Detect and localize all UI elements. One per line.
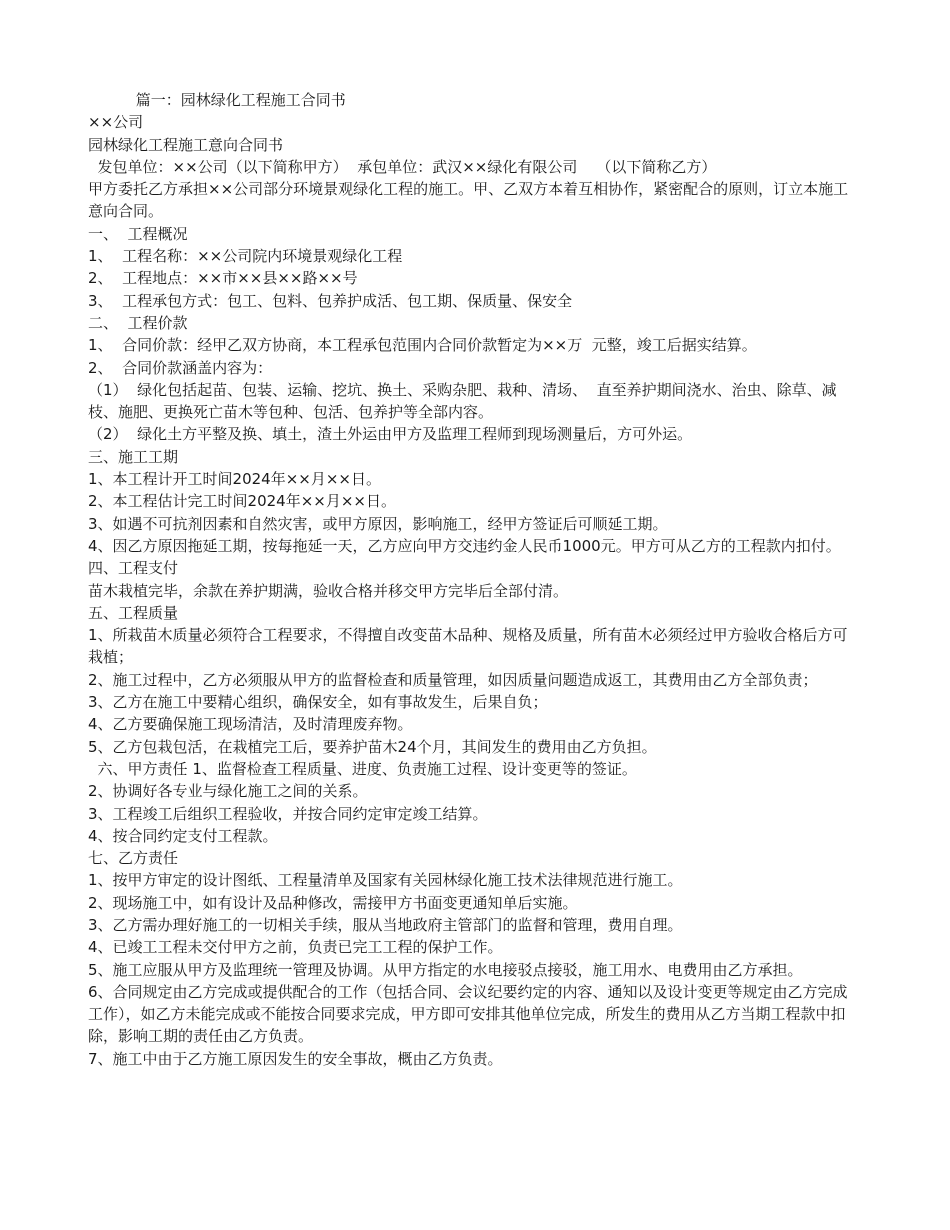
clause-line: 4、因乙方原因拖延工期，按每拖延一天，乙方应向甲方交违约金人民币1000元。甲方可从乙方的工程款内扣付。 xyxy=(88,536,841,555)
preamble-paragraph: 甲方委托乙方承担××公司部分环境景观绿化工程的施工。甲、乙双方本着互相协作，紧密配合的原则，订立本施工意向合同。 xyxy=(88,180,849,221)
company-line: ××公司 xyxy=(88,113,144,132)
clause-line: 2、 合同价款涵盖内容为： xyxy=(88,358,273,377)
clause-line: 7、施工中由于乙方施工原因发生的安全事故，概由乙方负责。 xyxy=(88,1049,503,1068)
clause-line: 5、乙方包栽包活，在栽植完工后，要养护苗木24个月，其间发生的费用由乙方负担。 xyxy=(88,737,657,756)
section-heading: 七、乙方责任 xyxy=(88,849,179,868)
contract-subtitle: 园林绿化工程施工意向合同书 xyxy=(88,135,284,154)
clause-line: 2、本工程估计完工时间2024年××月××日。 xyxy=(88,492,396,511)
clause-line: 3、乙方在施工中要精心组织，确保安全，如有事故发生，后果自负； xyxy=(88,693,548,712)
clause-line: 6、合同规定由乙方完成或提供配合的工作（包括合同、会议纪要约定的内容、通知以及设计变更等规定由乙方完成工作），如乙方未能完成或不能按合同要求完成，甲方即可安排其他单位完成，所发生的费用从乙方当期工程款中扣除，影响工期的责任由乙方负责。 xyxy=(88,982,848,1046)
clause-line: 3、如遇不可抗剂因素和自然灾害，或甲方原因，影响施工，经甲方签证后可顺延工期。 xyxy=(88,514,668,533)
section-heading: 六、甲方责任 1、监督检查工程质量、进度、负责施工过程、设计变更等的签证。 xyxy=(88,759,637,778)
clause-line: 1、本工程计开工时间2024年××月××日。 xyxy=(88,470,381,489)
clause-line: 1、所栽苗木质量必须符合工程要求，不得擅自改变苗木品种、规格及质量，所有苗木必须经过甲方验收合格后方可栽植； xyxy=(88,626,848,667)
section-heading: 四、工程支付 xyxy=(88,559,179,578)
clause-line: 4、按合同约定支付工程款。 xyxy=(88,826,278,845)
clause-line: 1、 合同价款：经甲乙双方协商，本工程承包范围内合同价款暂定为××万 元整，竣工后据实结算。 xyxy=(88,336,757,355)
section-heading: 五、工程质量 xyxy=(88,603,179,622)
clause-line: （2） 绿化土方平整及换、填土，渣土外运由甲方及监理工程师到现场测量后，方可外运。 xyxy=(88,425,693,444)
clause-line: 3、工程竣工后组织工程验收，并按合同约定审定竣工结算。 xyxy=(88,804,488,823)
clause-line: 1、 工程名称：××公司院内环境景观绿化工程 xyxy=(88,247,403,266)
clause-line: 3、乙方需办理好施工的一切相关手续，服从当地政府主管部门的监督和管理，费用自理。 xyxy=(88,915,683,934)
clause-line: 5、施工应服从甲方及监理统一管理及协调。从甲方指定的水电接驳点接驳，施工用水、电费用由乙方承担。 xyxy=(88,960,803,979)
clause-line: 2、施工过程中，乙方必须服从甲方的监督检查和质量管理，如因质量问题造成返工，其费用由乙方全部负责； xyxy=(88,670,818,689)
clause-line: 2、协调好各专业与绿化施工之间的关系。 xyxy=(88,782,368,801)
clause-line: 4、已竣工工程未交付甲方之前，负责已完工工程的保护工作。 xyxy=(88,938,503,957)
clause-line: 2、 工程地点：××市××县××路××号 xyxy=(88,269,358,288)
clause-line: 3、 工程承包方式：包工、包料、包养护成活、包工期、保质量、保安全 xyxy=(88,291,573,310)
parties-line: 发包单位：××公司（以下简称甲方） 承包单位：武汉××绿化有限公司 （以下简称乙方） xyxy=(88,157,717,176)
section-heading: 二、 工程价款 xyxy=(88,313,188,332)
clause-line: 苗木栽植完毕，余款在养护期满，验收合格并移交甲方完毕后全部付清。 xyxy=(88,581,569,600)
document-body xyxy=(88,89,862,1070)
clause-line: 4、乙方要确保施工现场清洁，及时清理废弃物。 xyxy=(88,715,413,734)
clause-line: 1、按甲方审定的设计图纸、工程量清单及国家有关园林绿化施工技术法律规范进行施工。 xyxy=(88,871,683,890)
section-heading: 一、 工程概况 xyxy=(88,224,188,243)
clause-line: （1） 绿化包括起苗、包装、运输、挖坑、换土、采购杂肥、栽种、清场、 直至养护期间浇水、治虫、除草、减枝、施肥、更换死亡苗木等包种、包活、包养护等全部内容。 xyxy=(88,380,837,422)
document-title: 篇一：园林绿化工程施工合同书 xyxy=(88,91,346,109)
section-heading: 三、施工工期 xyxy=(88,447,179,466)
clause-line: 2、现场施工中，如有设计及品种修改，需接甲方书面变更通知单后实施。 xyxy=(88,893,578,912)
